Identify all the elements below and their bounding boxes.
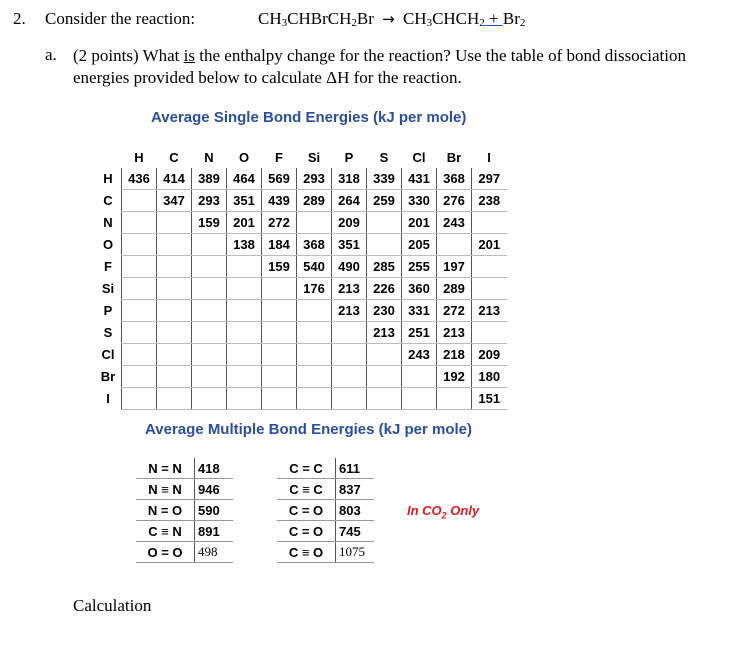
bond-energy-cell	[157, 234, 192, 256]
product-sub-1: 3	[426, 17, 433, 29]
part-a-question	[73, 45, 743, 89]
bond-label: N = O	[136, 500, 195, 521]
single-bond-title: Average Single Bond Energies (kJ per mole)	[151, 109, 467, 126]
row-header: Br	[100, 369, 116, 384]
bond-energy-cell	[122, 234, 157, 256]
bond-energy-cell	[157, 388, 192, 410]
column-header: Si	[307, 150, 321, 165]
bond-energy-cell	[157, 256, 192, 278]
part-a-text-1: (2 points) What	[73, 46, 184, 65]
bond-energy-cell: 347	[157, 190, 192, 212]
co2-note	[407, 503, 479, 521]
bond-energy-cell	[122, 212, 157, 234]
reactant-1: CH	[258, 9, 282, 28]
bond-energy-cell: 330	[402, 190, 437, 212]
bond-energy-cell: 436	[122, 168, 157, 190]
column-header: Br	[446, 150, 462, 165]
bond-energy-cell	[192, 256, 227, 278]
column-header: I	[487, 150, 491, 165]
calculation-label: Calculation	[73, 596, 152, 615]
column-header: P	[344, 150, 354, 165]
bond-energy-cell: 180	[472, 366, 507, 388]
bond-energy-cell	[122, 344, 157, 366]
table-row	[136, 542, 233, 563]
bond-energy-cell: 226	[367, 278, 402, 300]
bond-label: C = O	[277, 521, 336, 542]
co2-note-sub: 2	[441, 510, 447, 521]
bond-energy-cell	[402, 388, 437, 410]
bond-energy-cell	[192, 344, 227, 366]
bond-energy-cell	[122, 300, 157, 322]
bond-energy-cell	[192, 322, 227, 344]
bond-energy-cell	[367, 212, 402, 234]
bond-energy-cell	[262, 300, 297, 322]
bond-energy-cell: 213	[332, 278, 367, 300]
bond-energy-cell: 439	[262, 190, 297, 212]
bond-energy-cell: 213	[437, 322, 472, 344]
table-row	[277, 500, 374, 521]
bond-energy-cell: 184	[262, 234, 297, 256]
column-header: S	[379, 150, 389, 165]
bond-energy-cell	[122, 190, 157, 212]
co2-note-2: Only	[446, 503, 480, 518]
bond-energy-value: 1075	[336, 542, 375, 563]
bond-energy-cell	[297, 366, 332, 388]
bond-energy-cell	[262, 388, 297, 410]
bond-energy-cell: 276	[437, 190, 472, 212]
bond-energy-cell: 272	[437, 300, 472, 322]
bond-energy-cell: 360	[402, 278, 437, 300]
bond-energy-cell	[472, 322, 507, 344]
reactant-2: CHBrCH	[287, 9, 352, 28]
bond-energy-cell: 230	[367, 300, 402, 322]
bond-energy-value: 611	[336, 458, 375, 479]
multiple-bond-title: Average Multiple Bond Energies (kJ per mole)	[145, 421, 473, 438]
product-sub-2: 2	[479, 17, 485, 29]
table-row	[95, 300, 507, 322]
question-number: 2.	[13, 9, 26, 28]
bond-energy-cell	[297, 300, 332, 322]
table-row	[95, 366, 507, 388]
bond-energy-cell: 351	[332, 234, 367, 256]
bond-energy-cell	[192, 366, 227, 388]
bond-energy-cell	[157, 344, 192, 366]
bond-energy-cell	[437, 388, 472, 410]
row-header: S	[103, 325, 113, 340]
bond-energy-cell: 205	[402, 234, 437, 256]
bond-label: N = N	[136, 458, 195, 479]
bond-energy-cell: 285	[367, 256, 402, 278]
table-corner	[95, 147, 122, 168]
column-header: F	[275, 150, 283, 165]
bond-energy-value: 837	[336, 479, 375, 500]
bond-energy-cell	[332, 366, 367, 388]
bond-energy-cell: 213	[472, 300, 507, 322]
bond-energy-cell: 339	[367, 168, 402, 190]
bond-energy-cell	[297, 212, 332, 234]
table-row	[136, 500, 233, 521]
bond-energy-cell: 368	[297, 234, 332, 256]
co2-note-1: In CO	[407, 503, 442, 518]
bond-label: C = C	[277, 458, 336, 479]
bond-energy-cell: 264	[332, 190, 367, 212]
table-row	[95, 212, 507, 234]
table-row	[277, 521, 374, 542]
bond-energy-cell: 414	[157, 168, 192, 190]
product-1: CH	[402, 9, 427, 28]
bond-energy-cell	[227, 278, 262, 300]
bond-energy-cell: 176	[297, 278, 332, 300]
bond-energy-cell	[367, 344, 402, 366]
table-row	[277, 458, 374, 479]
bond-energy-cell: 159	[192, 212, 227, 234]
bond-energy-cell: 159	[262, 256, 297, 278]
bond-energy-cell	[262, 344, 297, 366]
row-header: P	[103, 303, 113, 318]
bond-energy-cell	[157, 300, 192, 322]
bond-energy-cell: 238	[472, 190, 507, 212]
column-header: O	[238, 150, 250, 165]
bond-energy-cell	[192, 234, 227, 256]
bond-energy-cell	[262, 278, 297, 300]
bond-energy-cell: 318	[332, 168, 367, 190]
table-row	[136, 479, 233, 500]
bond-energy-cell	[472, 212, 507, 234]
bond-energy-cell: 351	[227, 190, 262, 212]
bond-energy-cell	[297, 388, 332, 410]
bond-energy-cell	[367, 234, 402, 256]
bond-energy-cell: 209	[332, 212, 367, 234]
bond-energy-cell: 293	[297, 168, 332, 190]
bond-energy-cell	[332, 388, 367, 410]
table-row	[95, 278, 507, 300]
bond-energy-cell	[367, 388, 402, 410]
table-row	[277, 479, 374, 500]
bond-energy-cell	[367, 366, 402, 388]
reactant-sub-2: 2	[351, 17, 357, 29]
table-row	[95, 234, 507, 256]
bond-energy-cell	[122, 388, 157, 410]
bond-energy-cell	[157, 322, 192, 344]
row-header: Si	[101, 281, 115, 296]
reactant-3: Br	[356, 9, 374, 28]
bond-label: C ≡ O	[277, 542, 336, 563]
bond-energy-cell	[402, 366, 437, 388]
row-header: F	[104, 259, 112, 274]
bond-energy-cell	[262, 322, 297, 344]
reactant-sub-1: 3	[281, 17, 288, 29]
bond-energy-cell	[472, 278, 507, 300]
bond-energy-cell	[227, 322, 262, 344]
bond-energy-cell: 331	[402, 300, 437, 322]
table-row	[277, 542, 374, 563]
bond-energy-cell: 255	[402, 256, 437, 278]
row-header: C	[103, 193, 113, 208]
multiple-bond-table-left	[136, 458, 233, 563]
bond-energy-cell: 138	[227, 234, 262, 256]
column-header: N	[204, 150, 214, 165]
question-prompt: Consider the reaction:	[45, 9, 196, 28]
bond-energy-cell	[437, 234, 472, 256]
part-a-text-2: the enthalpy change for the reaction? Use the table of bond dissociation energies provided below to calculate ΔH for the reaction.	[73, 46, 691, 87]
bond-energy-cell: 259	[367, 190, 402, 212]
table-row	[95, 256, 507, 278]
row-header: I	[106, 391, 110, 406]
bond-energy-cell: 289	[297, 190, 332, 212]
bond-energy-cell	[192, 300, 227, 322]
bond-energy-cell: 201	[472, 234, 507, 256]
table-row	[95, 168, 507, 190]
bond-energy-cell: 218	[437, 344, 472, 366]
bond-label: C ≡ N	[136, 521, 195, 542]
bond-energy-cell: 243	[402, 344, 437, 366]
bond-energy-cell	[297, 322, 332, 344]
product-3: Br	[502, 9, 520, 28]
reaction-equation	[258, 9, 525, 29]
bond-energy-cell	[227, 344, 262, 366]
bond-energy-value: 946	[195, 479, 234, 500]
bond-energy-cell: 464	[227, 168, 262, 190]
bond-energy-cell: 201	[402, 212, 437, 234]
bond-label: C ≡ C	[277, 479, 336, 500]
bond-energy-cell	[227, 300, 262, 322]
bond-label: O = O	[136, 542, 195, 563]
bond-energy-value: 803	[336, 500, 375, 521]
bond-energy-cell: 490	[332, 256, 367, 278]
bond-energy-cell	[297, 344, 332, 366]
reaction-arrow-icon: →	[382, 10, 395, 28]
bond-energy-cell: 209	[472, 344, 507, 366]
bond-energy-cell: 293	[192, 190, 227, 212]
bond-energy-cell: 151	[472, 388, 507, 410]
table-row	[136, 521, 233, 542]
bond-energy-cell	[157, 212, 192, 234]
bond-energy-cell: 213	[367, 322, 402, 344]
column-header: C	[169, 150, 179, 165]
bond-energy-cell: 389	[192, 168, 227, 190]
bond-energy-cell: 251	[402, 322, 437, 344]
multiple-bond-table-right	[277, 458, 374, 563]
bond-energy-cell: 569	[262, 168, 297, 190]
bond-energy-value: 590	[195, 500, 234, 521]
bond-energy-cell: 213	[332, 300, 367, 322]
bond-energy-cell: 201	[227, 212, 262, 234]
bond-energy-cell: 540	[297, 256, 332, 278]
bond-energy-cell	[227, 366, 262, 388]
single-bond-table	[95, 147, 507, 410]
bond-energy-value: 745	[336, 521, 375, 542]
bond-energy-cell	[122, 322, 157, 344]
bond-energy-cell	[332, 322, 367, 344]
bond-energy-cell	[192, 278, 227, 300]
bond-energy-cell	[122, 366, 157, 388]
bond-energy-cell	[227, 256, 262, 278]
bond-energy-cell	[157, 278, 192, 300]
product-sub-3: 2	[519, 17, 526, 29]
bond-energy-value: 891	[195, 521, 234, 542]
bond-energy-cell: 272	[262, 212, 297, 234]
row-header: N	[103, 215, 113, 230]
bond-energy-cell: 431	[402, 168, 437, 190]
bond-energy-cell: 243	[437, 212, 472, 234]
table-row	[95, 388, 507, 410]
bond-energy-cell	[227, 388, 262, 410]
plus-sign: +	[484, 9, 503, 28]
bond-energy-cell	[262, 366, 297, 388]
row-header: Cl	[101, 347, 115, 362]
bond-energy-cell: 297	[472, 168, 507, 190]
bond-energy-cell	[157, 366, 192, 388]
bond-energy-cell	[122, 278, 157, 300]
bond-energy-cell: 368	[437, 168, 472, 190]
table-row	[95, 190, 507, 212]
bond-energy-cell	[192, 388, 227, 410]
table-row	[95, 344, 507, 366]
bond-label: C = O	[277, 500, 336, 521]
part-a-label: a.	[45, 45, 57, 64]
column-header: H	[134, 150, 144, 165]
bond-energy-value: 498	[195, 542, 234, 563]
table-row	[136, 458, 233, 479]
row-header: H	[103, 171, 113, 187]
bond-energy-value: 418	[195, 458, 234, 479]
product-2: CHCH	[432, 9, 480, 28]
bond-energy-cell	[472, 256, 507, 278]
part-a-underlined: is	[183, 46, 195, 65]
bond-energy-cell: 289	[437, 278, 472, 300]
table-row	[95, 322, 507, 344]
bond-energy-cell	[332, 344, 367, 366]
column-header: Cl	[412, 150, 426, 165]
bond-energy-cell: 197	[437, 256, 472, 278]
bond-label: N ≡ N	[136, 479, 195, 500]
bond-energy-cell	[122, 256, 157, 278]
row-header: O	[102, 237, 114, 252]
bond-energy-cell: 192	[437, 366, 472, 388]
